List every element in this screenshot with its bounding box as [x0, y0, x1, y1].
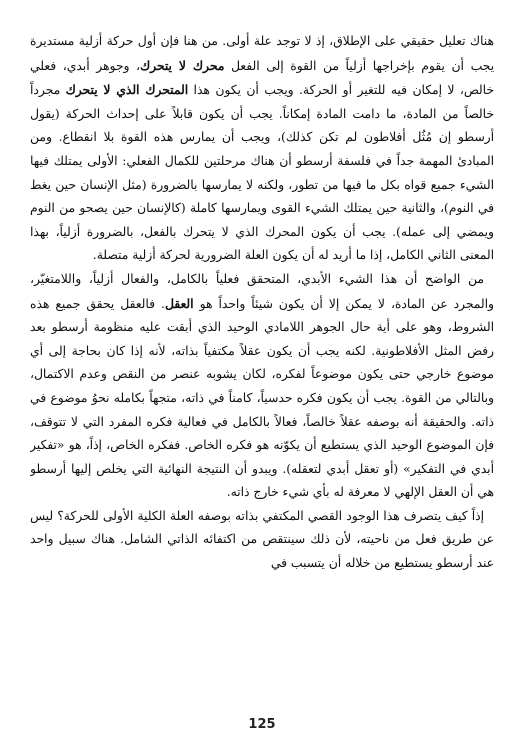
bold-term: المتحرك الذي لا يتحرك — [65, 82, 189, 98]
page-text-block — [30, 30, 494, 690]
text-segment: مجرداً خالصاً من المادة، ما دامت المادة إمكاناً. يجب أن يكون قابلاً على إحداث الحركة (يقول أرسطو إن مُثُل أفلاطون لم تكن كذلك)، ويجب أن يمارس هذه القوة بلا انقطاع. ومن المبادئ المهمة جداً في فلسفة أرسطو أن هناك مرحلتين للكمال الفعلي: الأولى يمتلك فيها الشيء جميع قواه بكل ما فيها من تطور، ولكنه لا يمارسها بالضرورة (مثل الإنسان حين يغط في النوم)، والثانية حين يمتلك الشيء القوى ويمارسها كاملة (كالإنسان حين يصحو من النوم ويمضي إلى عمله). يجب أن يكون المحرك الذي لا يتحرك بالفعل، بالضرورة أزلياً، بهذا المعنى الثاني الكامل، إذا ما أريد له أن يكون العلة الضرورية لحركة أزلية متصلة. — [30, 83, 494, 263]
bold-term: محرك لا يتحرك — [139, 57, 225, 73]
paragraph — [30, 30, 494, 268]
text-segment: هناك تعليل حقيقي على الإطلاق، إذ لا توجد علة أولى. من هنا فإن أول حركة أزلية مستديرة يجب أن يقوم بإخراجها أزلياً من القوة إلى الفعل — [30, 34, 494, 73]
page-number: 125 — [248, 717, 276, 732]
text-segment: . فالعقل يحقق جميع هذه الشروط، وهو على أية حال الجوهر اللامادي الوحيد الذي أبقت عليه منظومة أرسطو بعد رفض المثل الأفلاطونية. لكنه يجب أن يكون عقلاً مكتفياً بذاته، لأنه إذا كان بحاجة إلى أي موضوع خارجي حتى يكون موضوعاً لفكره، لكان يشوبه عنصر من النقص وعدم الاكتمال، وبالتالي من القوة. يجب أن يكون فكره حدسياً، كامناً في ذاته، متجهاً بكامله نحوُ موضوع في ذاته. والحقيقة أنه بوصفه عقلاً خالصاً، فعالاً بالكامل في فعالية فكره المفرد التي لا تتوقف، فإن الموضوع الوحيد الذي يستطيع أن يكوّنه هو فكره الخاص. ففكره الخاص، إذاً، هو «تفكير أبدي في التفكير» (أو تعقل أبدي لتعقله). ويبدو أن النتيجة النهائية التي يخلص إليها أرسطو هي أن العقل الإلهي لا معرفة له بأي شيء خارج ذاته. — [30, 296, 494, 500]
text-segment: من الواضح أن هذا الشيء الأبدي، المتحقق فعلياً بالكامل، والفعال أزلياً، واللامتغيّر، والمجرد عن المادة، لا يمكن إلا أن يكون شيئاً واحداً هو — [30, 271, 494, 311]
text-segment: ، وجوهر أبدي، فعلي خالص، لا إمكان فيه للتغير أو الحركة. ويجب أن يكون هذا — [30, 58, 494, 98]
paragraph — [30, 505, 494, 576]
bold-term: العقل — [164, 295, 194, 311]
paragraph — [30, 268, 494, 505]
text-segment: إذاً كيف يتصرف هذا الوجود القصي المكتفي بذاته بوصفه العلة الكلية الأولى للحركة؟ ليس عن طريق فعل من ناحيته، لأن ذلك سينتقص من اكتفائه الذاتي الشامل. هناك سبيل واحد عند أرسطو يستطيع من خلاله أن يتسبب في — [30, 508, 494, 571]
